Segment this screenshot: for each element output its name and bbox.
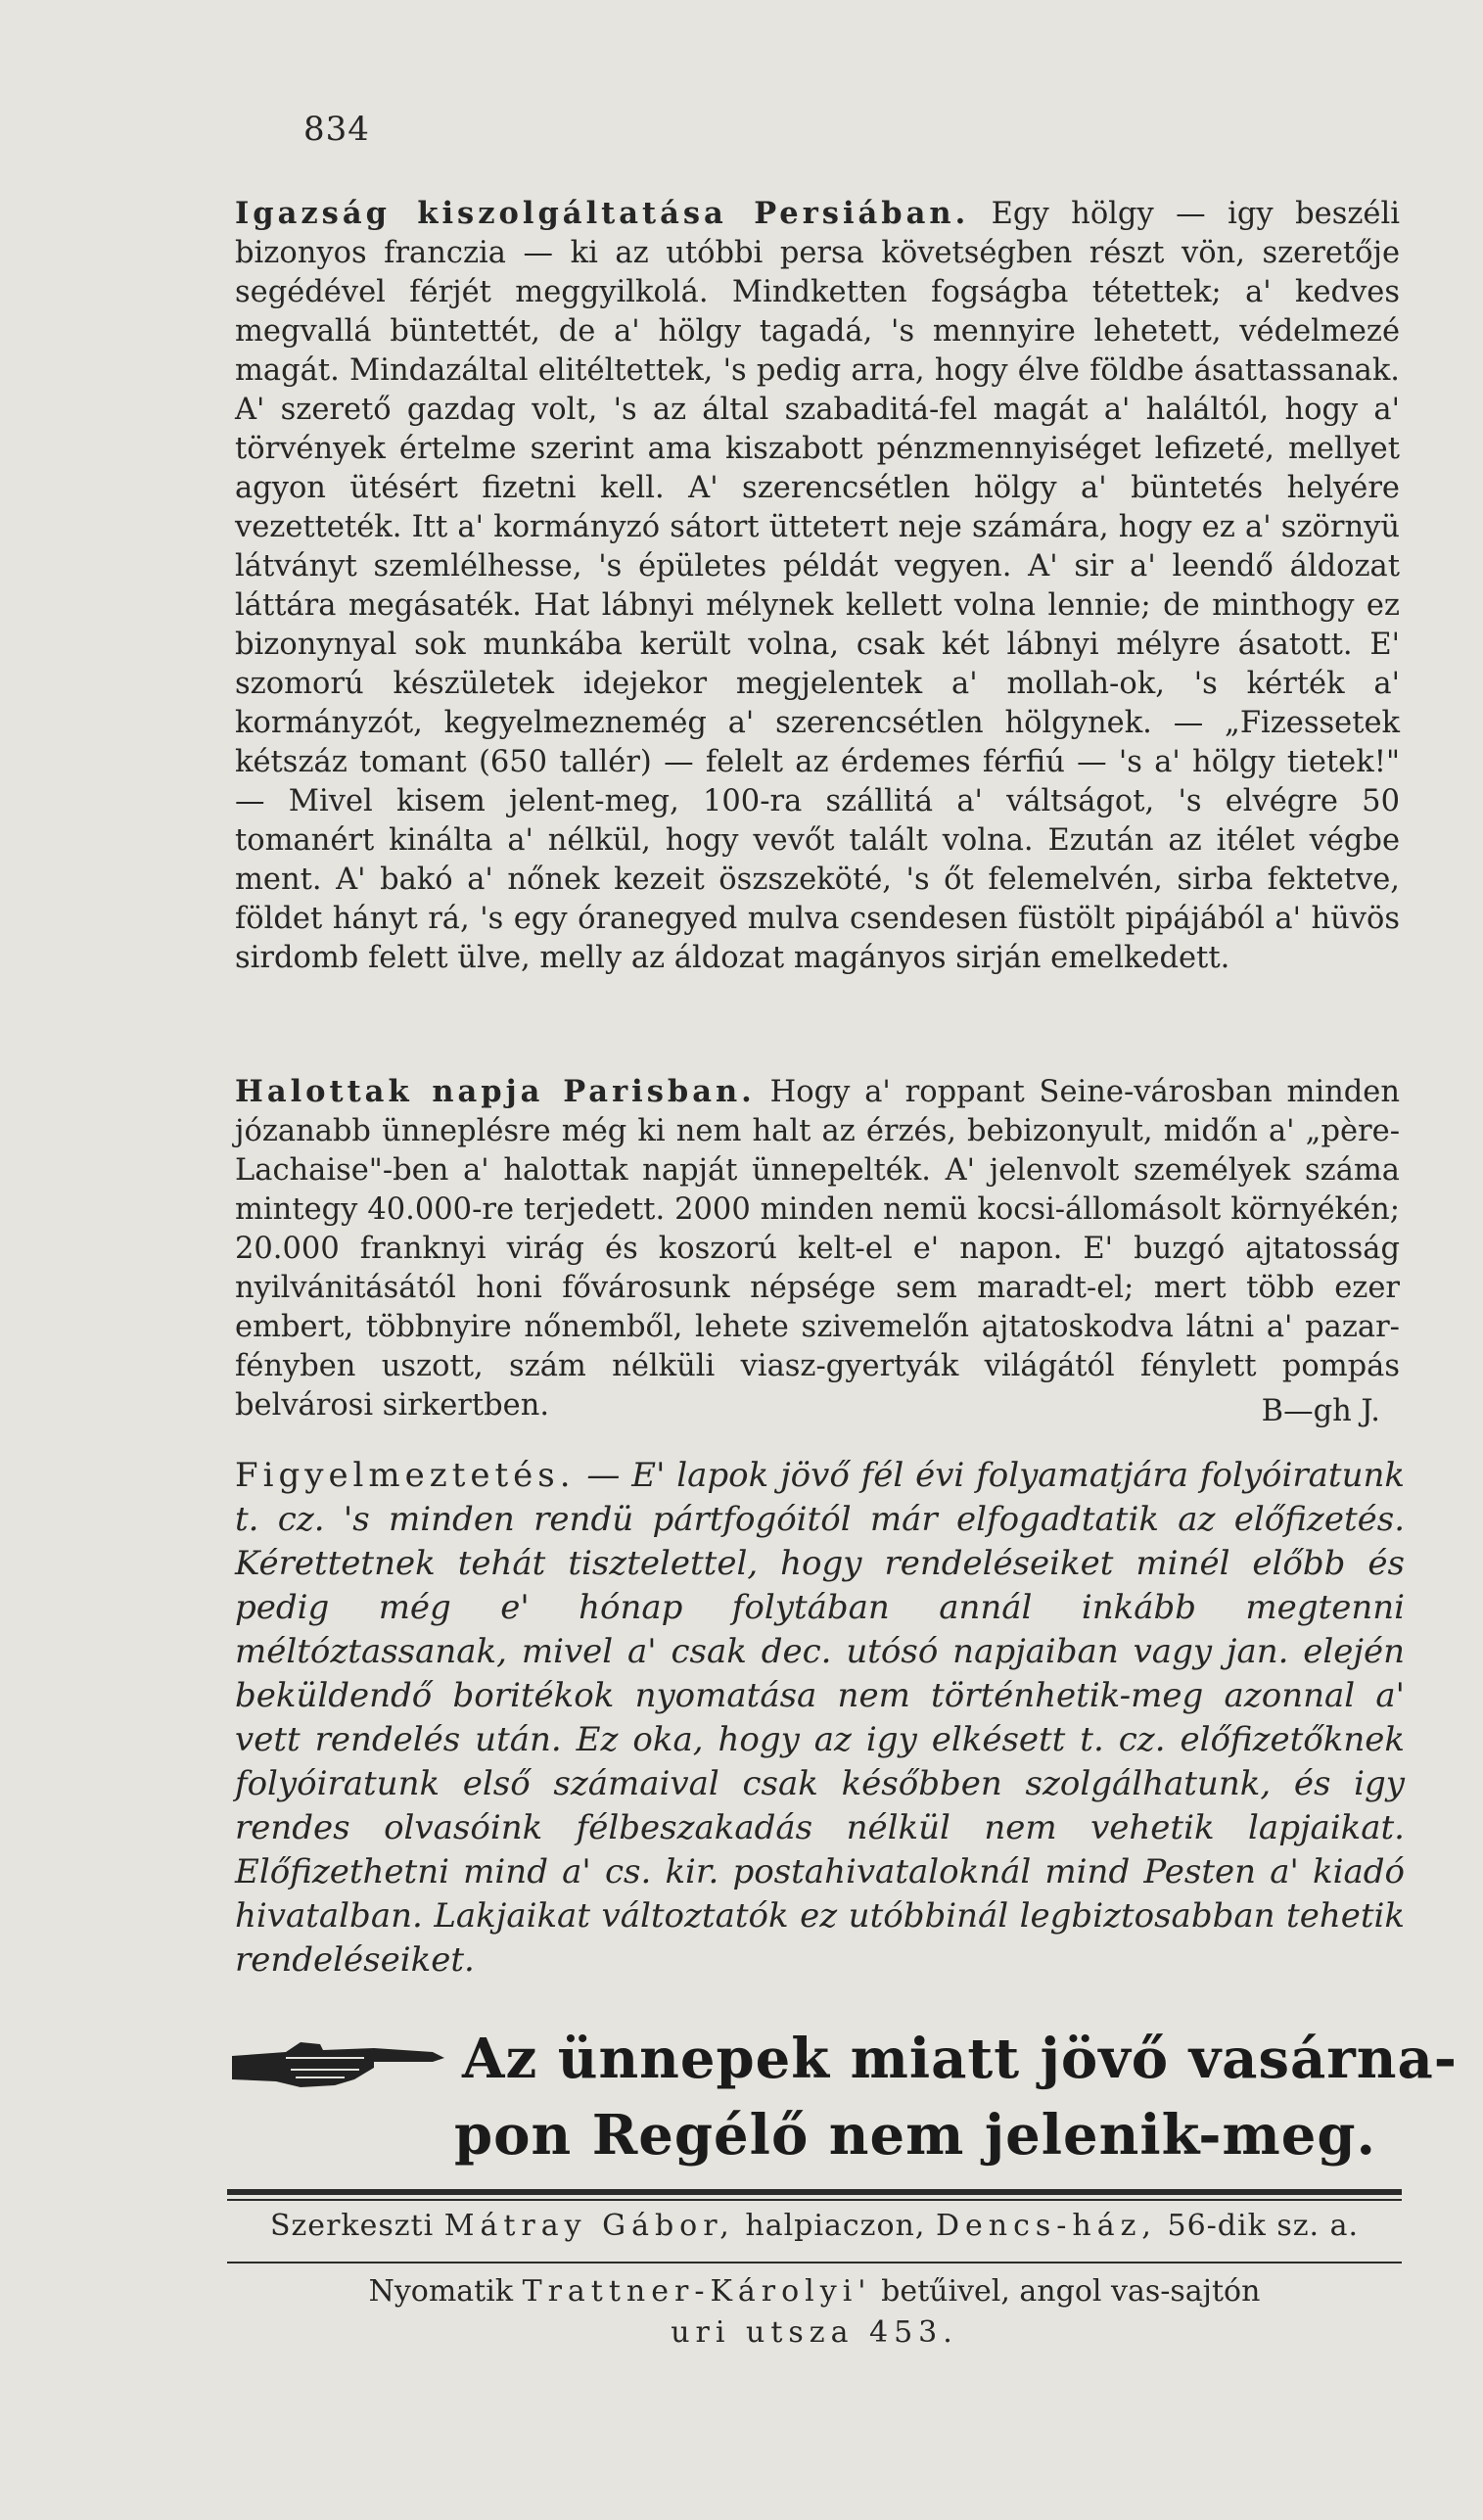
divider-footer: [227, 2262, 1402, 2263]
article-title: Igazság kiszolgáltatása Persiában.: [235, 196, 970, 231]
announcement-line-2: pon Regélő nem jelenik-meg.: [454, 2103, 1376, 2168]
notice-body: — E' lapok jövő fél évi folyamatjára folyóiratunk t. cz. 's minden rendü pártfogóitól már elfogadtatik az előfizetés. Kérettetnek tehát tisztelettel, hogy rendeléseiket minél előbb és pedig még e' hónap folytában annál inkább megtenni méltóztassanak, mivel a' csak dec. utósó napjaiban vagy jan. elején beküldendő boritékok nyomatása nem történhetik-meg azonnal a' vett rendelés után. Ez oka, hogy az igy elkésett t. cz. előfizetőknek folyóiratunk első számaival csak későbben szolgálhatunk, és igy rendes olvasóink félbeszakadás nélkül nem vehetik lapjaikat. Előfizethetni mind a' cs. kir. postahivataloknál mind Pesten a' kiadó hivatalban. Lakjaikat változtatók ez utóbbinál legbiztosabban tehetik rendeléseiket.: [235, 1456, 1405, 1980]
article-body: Egy hölgy — igy beszéli bizonyos franczia — ki az utóbbi persa követségben részt vön, szeretője segédével férjét meggyilkolá. Mindketten fogságba tétettek; a' kedves megvallá büntettét, de a' hölgy tagadá, 's mennyire lehetett, védelmezé magát. Mindazáltal elitéltettek, 's pedig arra, hogy élve földbe ásattassanak. A' szerető gazdag volt, 's az által szabaditá-fel magát a' haláltól, hogy a' törvények értelme szerint ama kiszabott pénzmennyiséget lefizeté, mellyet agyon ütésért fizetni kell. A' szerencsétlen hölgy a' büntetés helyére vezetteték. Itt a' kormányzó sátort ütteteтt neje számára, hogy ez a' szörnyü látványt szemlélhesse, 's épületes példát vegyen. A' sir a' leendő áldozat láttára megásaték. Hat lábnyi mélynek kellett volna lennie; de minthogy ez bizonynyal sok munkába került volna, csak két lábnyi mélyre ásatott. E' szomorú készületek idejekor megjelentek a' mollah-ok, 's kérték a' kormányzót, kegyelmeznemég a' szerencsétlen hölgynek. — „Fizessetek kétszáz tomant (650 tallér) — felelt az érdemes férfiú — 's a' hölgy tietek!" — Mivel kisem jelent-meg, 100-ra szállitá a' váltságot, 's elvégre 50 tomanért kinálta a' nélkül, hogy vevőt talált volna. Ezután az itélet végbe ment. A' bakó a' nőnek kezeit öszszeköté, 's őt felemelvén, sirba fektetve, földet hányt rá, 's egy óranegyed mulva csendesen füstölt pipájából a' hüvös sirdomb felett ülve, melly az áldozat magányos sirján emelkedett.: [235, 197, 1400, 975]
page-number: 834: [303, 110, 370, 149]
article-body: Hogy a' roppant Seine-városban minden józanabb ünneplésre még ki nem halt az érzés, bebizonyult, midőn a' „père-Lachaise"-ben a' halottak napját ünnepelték. A' jelenvolt személyek száma mintegy 40.000-re terjedett. 2000 minden nemü kocsi-állomásolt környékén; 20.000 franknyi virág és koszorú kelt-el e' napon. E' buzgó ajtatosság nyilvánitásától honi fővárosunk népsége sem maradt-el; mert több ezer embert, többnyire nőnemből, lehete szivemelőn ajtatoskodva látni a' pazar-fényben uszott, szám nélküli viasz-gyertyák világától fénylett pompás belvárosi sirkertben.: [235, 1075, 1400, 1423]
printer-prefix: Nyomatik: [368, 2274, 514, 2309]
article-signature: B—gh J.: [1261, 1394, 1380, 1428]
editor-prefix: Szerkeszti: [269, 2209, 435, 2243]
article-title: Halottak napja Parisban.: [235, 1074, 756, 1109]
pointing-hand-icon: [227, 2034, 447, 2093]
subscription-notice: [235, 1454, 1405, 1983]
article-all-souls-paris: [235, 1072, 1400, 1431]
holiday-announcement: [227, 2027, 1459, 2173]
editor-line: [227, 2209, 1402, 2243]
announcement-line-1: Az ünnepek miatt jövő vasárna-: [462, 2027, 1459, 2091]
printer-line: [227, 2271, 1402, 2354]
printer-rest: betűivel, angol vas-sajtón: [881, 2274, 1261, 2309]
divider-thick: [227, 2189, 1402, 2195]
editor-place: halpiaczon,: [745, 2209, 926, 2243]
editor-name: Mátray Gábor,: [443, 2209, 735, 2243]
editor-house: Dencs-ház,: [935, 2209, 1157, 2243]
notice-title: Figyelmeztetés.: [235, 1456, 576, 1495]
printer-street: uri utsza 453.: [671, 2315, 958, 2350]
article-justice-persia: [235, 194, 1400, 978]
divider-thin: [227, 2199, 1402, 2201]
printer-name: Trattner-Károlyi': [522, 2274, 872, 2309]
editor-number: 56-dik sz. a.: [1167, 2209, 1360, 2243]
